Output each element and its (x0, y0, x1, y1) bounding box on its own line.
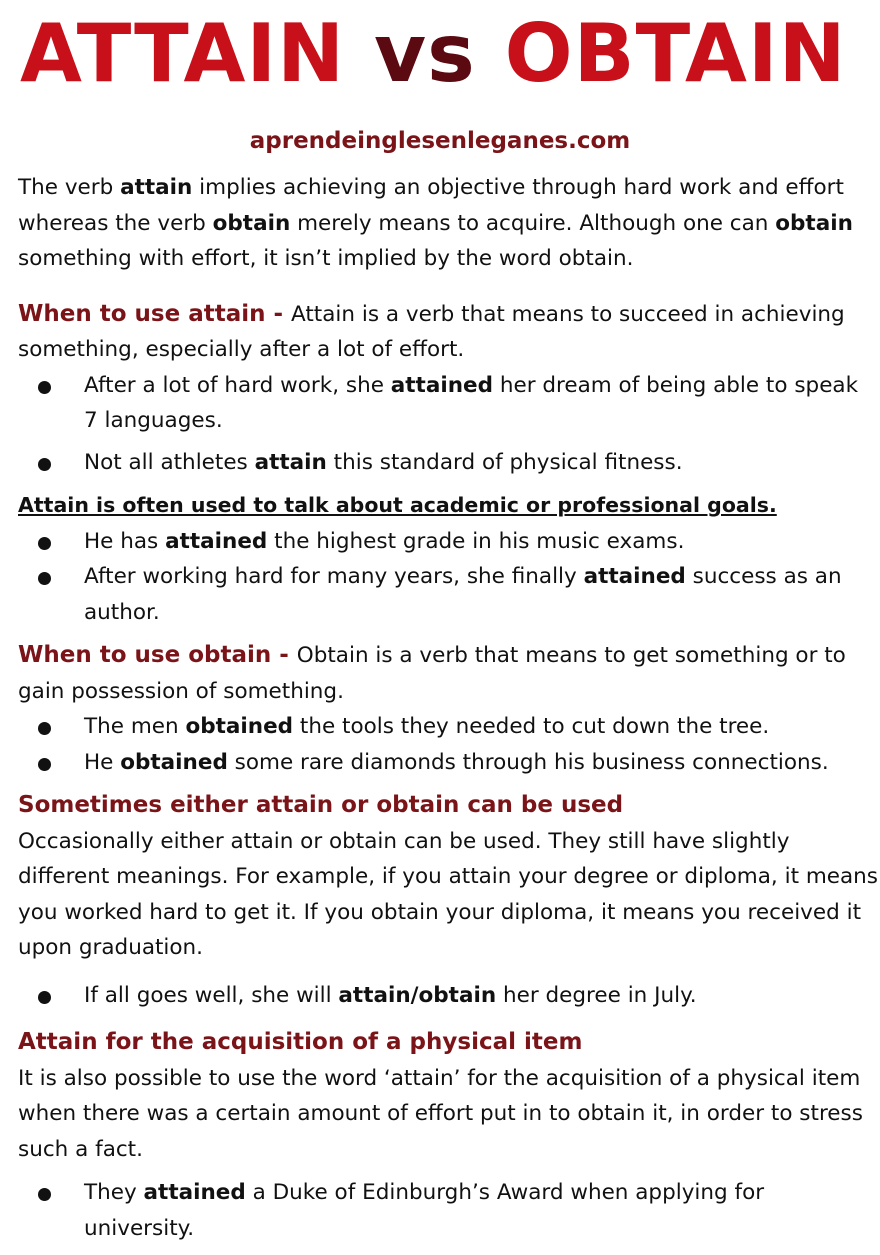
example-bold: obtained (185, 714, 294, 739)
example-text: a Duke of Edinburgh’s Award when applying for university. (84, 1180, 765, 1241)
intro-paragraph (18, 170, 878, 277)
example-bold: attained (165, 528, 268, 554)
page-title (20, 4, 860, 104)
list-item (18, 1175, 878, 1246)
bullet-icon (38, 537, 51, 550)
example-text: If all goes well, she will (84, 982, 339, 1008)
physical-heading: Attain for the acquisition of a physical item (18, 1029, 583, 1055)
intro-text: something with effort, it isn’t implied by the word obtain. (18, 246, 634, 271)
bullet-icon (38, 991, 51, 1004)
obtain-heading: When to use obtain - (18, 642, 297, 668)
intro-text: The verb (18, 175, 121, 200)
article-body (18, 170, 878, 1246)
example-text: He (84, 749, 121, 775)
spacer (18, 1013, 878, 1025)
example-text: this standard of physical fitness. (326, 449, 683, 475)
intro-bold: obtain (775, 210, 853, 236)
example-text: The men (84, 714, 186, 739)
physical-paragraph: It is also possible to use the word ‘attain’ for the acquisition of a physical item when there was a certain amount of effort put in to obtain it, in order to stress such a fact. (18, 1065, 863, 1162)
spacer (18, 480, 878, 488)
list-item (18, 978, 878, 1014)
list-item (18, 745, 878, 781)
example-text: some rare diamonds through his business connections. (227, 749, 829, 775)
academic-examples (18, 524, 878, 631)
example-text: her dream of being able to speak 7 languages. (84, 372, 859, 433)
bullet-icon (38, 1188, 51, 1201)
either-heading-row (18, 788, 878, 824)
list-item (18, 709, 878, 745)
example-bold: attained (143, 1180, 246, 1205)
intro-text: merely means to acquire. Although one can (290, 210, 776, 236)
example-bold: attained (583, 564, 686, 589)
bullet-icon (38, 458, 51, 471)
example-text: the highest grade in his music exams. (267, 528, 685, 554)
title-word-obtain: OBTAIN (504, 7, 847, 100)
example-text: After working hard for many years, she finally (84, 564, 584, 589)
physical-examples (18, 1175, 878, 1246)
example-text: her degree in July. (496, 982, 697, 1008)
obtain-definition-text: Obtain is a verb that means to get something or to gain possession of something. (18, 643, 846, 704)
bullet-icon (38, 381, 51, 394)
example-text: Not all athletes (84, 449, 255, 475)
bullet-icon (38, 572, 51, 585)
attain-definition-text: Attain is a verb that means to succeed in achieving something, especially after a lot of effort. (18, 301, 845, 362)
example-text: success as an author. (84, 564, 842, 625)
spacer (18, 277, 878, 297)
list-item (18, 524, 878, 560)
example-text: the tools they needed to cut down the tree. (293, 714, 770, 739)
website-url: aprendeinglesenleganes.com (249, 128, 631, 154)
title-word-vs: vs (373, 7, 476, 100)
intro-text: implies achieving an objective through hard work and effort whereas the verb (18, 175, 844, 236)
physical-heading-row (18, 1025, 878, 1061)
bullet-icon (38, 758, 51, 771)
example-bold: attained (390, 372, 493, 398)
spacer (18, 780, 878, 788)
intro-bold: obtain (212, 210, 291, 236)
example-bold: attain (254, 449, 327, 475)
list-item (18, 559, 878, 630)
either-examples (18, 978, 878, 1014)
attain-definition (18, 297, 878, 368)
example-bold: obtained (120, 749, 228, 775)
example-text: They (84, 1180, 144, 1205)
list-item (18, 368, 878, 439)
attain-heading: When to use attain - (18, 300, 292, 327)
intro-bold: attain (120, 175, 193, 200)
attain-examples (18, 368, 878, 481)
example-bold: attain/obtain (338, 982, 497, 1008)
example-text: He has (84, 528, 166, 554)
obtain-definition (18, 638, 878, 709)
either-heading: Sometimes either attain or obtain can be used (18, 792, 624, 818)
title-word-attain: ATTAIN (20, 7, 346, 100)
academic-heading-row (18, 488, 878, 524)
bullet-icon (38, 722, 51, 735)
obtain-examples (18, 709, 878, 780)
either-paragraph: Occasionally either attain or obtain can be used. They still have slightly different meanings. For example, if you attain your degree or diploma, it means you worked hard to get it. If you obtain your diploma, it means you received it upon graduation. (18, 828, 879, 960)
academic-heading: Attain is often used to talk about academic or professional goals. (18, 493, 777, 517)
spacer (18, 630, 878, 638)
example-text: After a lot of hard work, she (84, 372, 391, 398)
list-item (18, 445, 878, 481)
